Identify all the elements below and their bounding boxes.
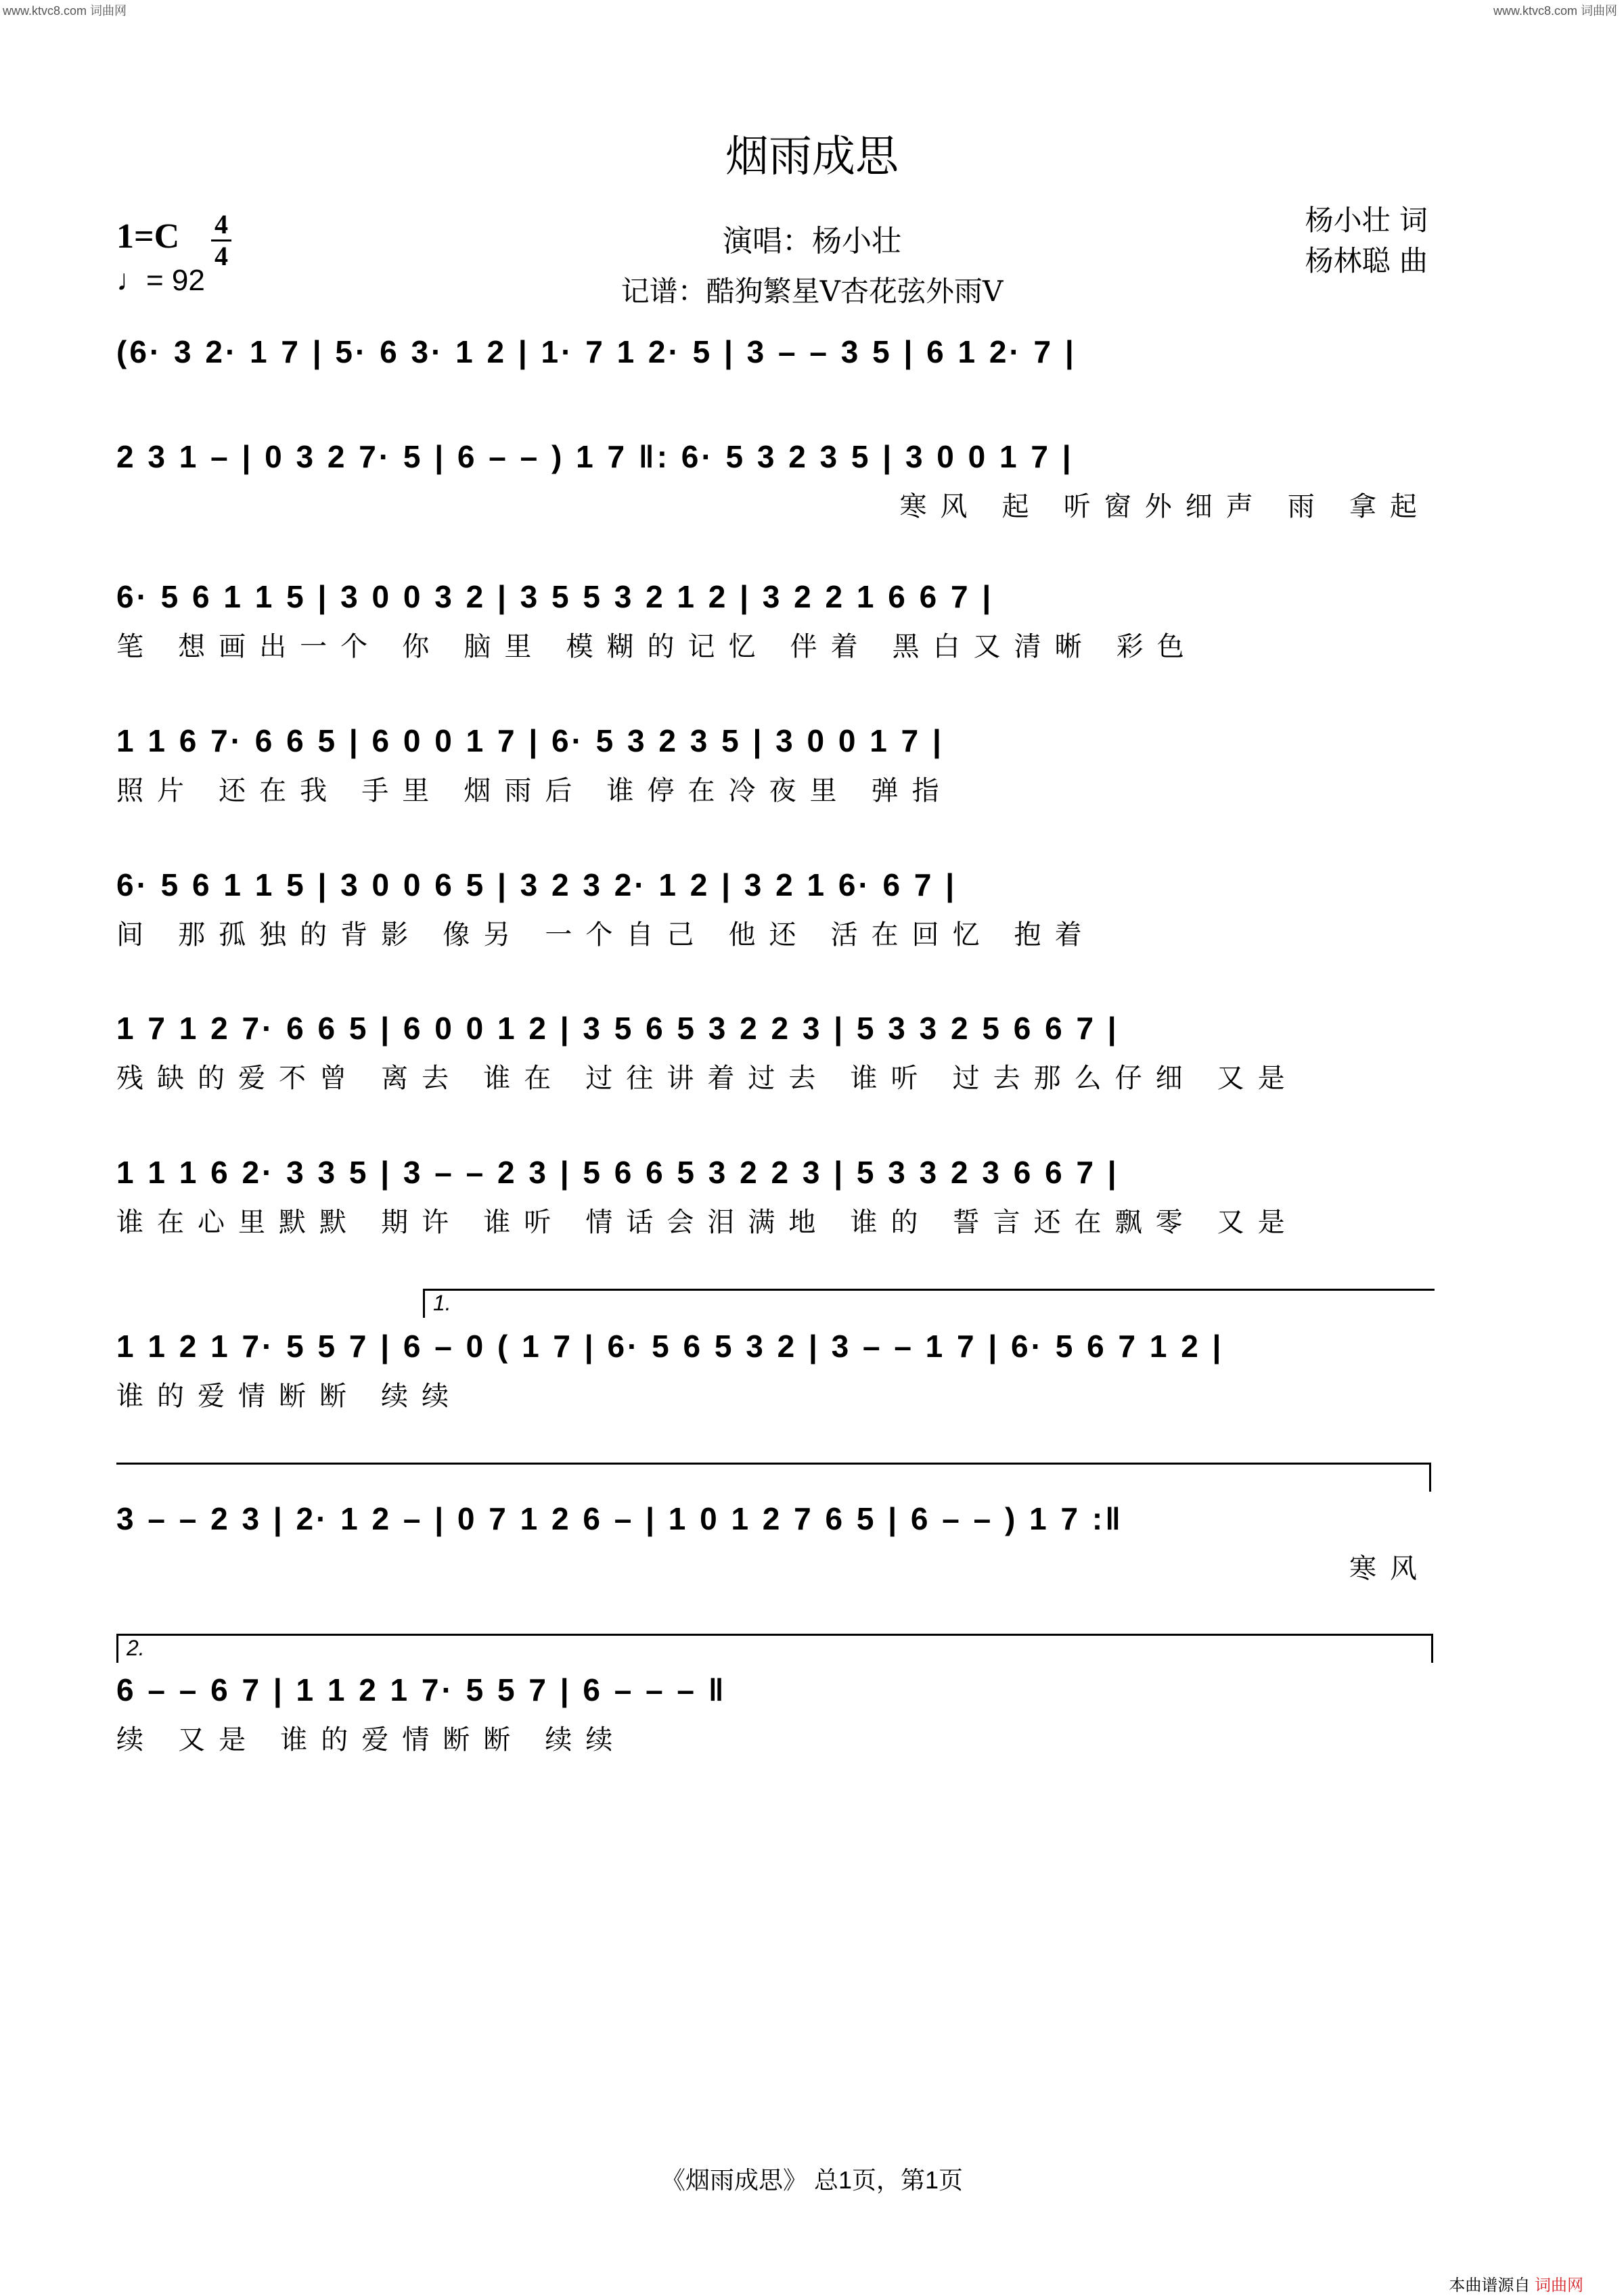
lyrics-line: 谁在心里默默 期许 谁听 情话会泪满地 谁的 誓言还在飘零 又是 xyxy=(116,1208,1299,1237)
composer-credit: 杨林聪 曲 xyxy=(1305,244,1428,277)
page-footer: 《烟雨成思》 总1页，第1页 xyxy=(660,2166,964,2194)
notes-line: 6 – – 6 7 | 1 1 2 1 7· 5 5 7 | 6 – – – ‖ xyxy=(116,1672,727,1707)
singer-credit: 演唱：杨小壮 xyxy=(723,224,901,258)
volta-label-1: 1. xyxy=(433,1291,451,1315)
author-credits xyxy=(1305,200,1428,281)
volta-bracket-1-continued xyxy=(116,1463,1431,1492)
time-signature-top: 4 xyxy=(215,209,228,239)
lyricist-credit: 杨小壮 词 xyxy=(1305,204,1428,237)
tempo-marking: ♩= 92 xyxy=(116,264,205,297)
notes-line: (6· 3 2· 1 7 | 5· 6 3· 1 2 | 1· 7 1 2· 5 | 3 – – 3 5 | 6 1 2· 7 | xyxy=(116,334,1077,369)
lyrics-line: 续 又是 谁的爱情断断 续续 xyxy=(116,1725,627,1755)
source-credit xyxy=(1449,2272,1583,2295)
lyrics-line: 笔 想画出一个 你 脑里 模糊的记忆 伴着 黑白又清晰 彩色 xyxy=(116,632,1198,662)
volta-label-2: 2. xyxy=(127,1636,145,1660)
source-prefix: 本曲谱源自 xyxy=(1449,2276,1531,2295)
notes-line: 1 7 1 2 7· 6 6 5 | 6 0 0 1 2 | 3 5 6 5 3 2 2 3 | 5 3 3 2 5 6 6 7 | xyxy=(116,1011,1119,1046)
notes-line: 6· 5 6 1 1 5 | 3 0 0 3 2 | 3 5 5 3 2 1 2 | 3 2 2 1 6 6 7 | xyxy=(116,579,994,614)
notes-line: 1 1 1 6 2· 3 3 5 | 3 – – 2 3 | 5 6 6 5 3 2 2 3 | 5 3 3 2 3 6 6 7 | xyxy=(116,1155,1119,1190)
source-site-link[interactable]: 词曲网 xyxy=(1535,2276,1583,2295)
time-signature-bottom: 4 xyxy=(215,241,228,271)
notes-line: 3 – – 2 3 | 2· 1 2 – | 0 7 1 2 6 – | 1 0 1 2 7 6 5 | 6 – – ) 1 7 :‖ xyxy=(116,1501,1124,1536)
lyrics-line: 残缺的爱不曾 离去 谁在 过往讲着过去 谁听 过去那么仔细 又是 xyxy=(116,1063,1299,1093)
notes-line: 1 1 2 1 7· 5 5 7 | 6 – 0 ( 1 7 | 6· 5 6 5 3 2 | 3 – – 1 7 | 6· 5 6 7 1 2 | xyxy=(116,1329,1224,1364)
notes-line: 2 3 1 – | 0 3 2 7· 5 | 6 – – ) 1 7 ‖: 6· 5 3 2 3 5 | 3 0 0 1 7 | xyxy=(116,439,1074,474)
lyrics-line: 寒风 起 听窗外细声 雨 拿起 xyxy=(899,492,1430,522)
header-watermark-right: www.ktvc8.com 词曲网 xyxy=(1493,4,1617,18)
volta-bracket-1 xyxy=(423,1289,1435,1318)
key-signature: 1=C xyxy=(116,217,180,256)
header-watermark-left: www.ktvc8.com 词曲网 xyxy=(3,4,127,18)
lyrics-line: 照片 还在我 手里 烟雨后 谁停在冷夜里 弹指 xyxy=(116,776,953,806)
notes-line: 6· 5 6 1 1 5 | 3 0 0 6 5 | 3 2 3 2· 1 2 | 3 2 1 6· 6 7 | xyxy=(116,867,957,902)
notes-line: 1 1 6 7· 6 6 5 | 6 0 0 1 7 | 6· 5 3 2 3 5 | 3 0 0 1 7 | xyxy=(116,723,944,758)
lyrics-line: 谁的爱情断断 续续 xyxy=(116,1381,463,1411)
lyrics-line: 寒风 xyxy=(1349,1554,1430,1584)
notator-credit: 记谱：酷狗繁星V杏花弦外雨V xyxy=(621,275,1003,308)
lyrics-line: 间 那孤独的背影 像另 一个自己 他还 活在回忆 抱着 xyxy=(116,920,1096,950)
volta-bracket-2 xyxy=(116,1634,1433,1663)
page-title: 烟雨成思 xyxy=(725,132,899,181)
